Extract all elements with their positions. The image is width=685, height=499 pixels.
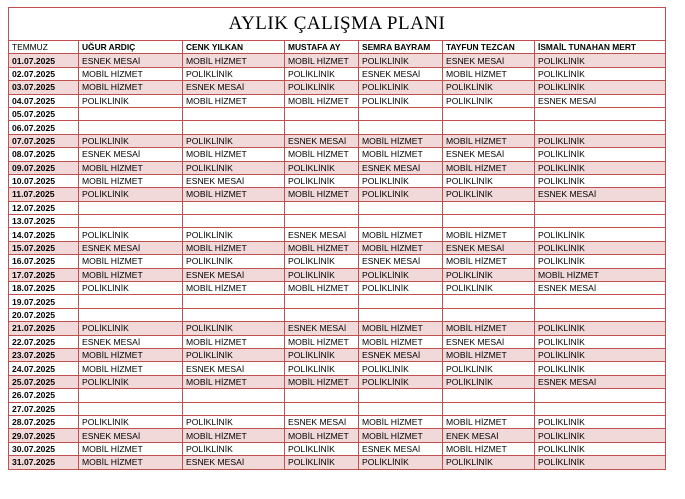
shift-cell: POLİKLİNİK xyxy=(443,362,535,375)
shift-cell: MOBİL HİZMET xyxy=(79,255,183,268)
shift-cell: MOBİL HİZMET xyxy=(443,134,535,147)
person-header: TAYFUN TEZCAN xyxy=(443,41,535,54)
table-row xyxy=(9,268,666,281)
shift-cell: MOBİL HİZMET xyxy=(285,375,359,388)
shift-cell: POLİKLİNİK xyxy=(535,415,666,428)
shift-cell xyxy=(443,389,535,402)
date-cell: 08.07.2025 xyxy=(9,148,79,161)
date-cell: 25.07.2025 xyxy=(9,375,79,388)
shift-cell: ESNEK MESAİ xyxy=(183,456,285,469)
shift-cell: ESNEK MESAİ xyxy=(443,54,535,67)
table-row xyxy=(9,295,666,308)
shift-cell: POLİKLİNİK xyxy=(359,174,443,187)
shift-cell xyxy=(359,308,443,321)
shift-cell: POLİKLİNİK xyxy=(285,174,359,187)
date-cell: 28.07.2025 xyxy=(9,415,79,428)
shift-cell xyxy=(443,295,535,308)
shift-cell: ESNEK MESAİ xyxy=(183,81,285,94)
shift-cell: MOBİL HİZMET xyxy=(535,268,666,281)
date-cell: 01.07.2025 xyxy=(9,54,79,67)
table-row xyxy=(9,67,666,80)
date-cell: 30.07.2025 xyxy=(9,442,79,455)
shift-cell: POLİKLİNİK xyxy=(359,94,443,107)
shift-cell: ESNEK MESAİ xyxy=(79,335,183,348)
shift-cell: MOBİL HİZMET xyxy=(183,429,285,442)
shift-cell: POLİKLİNİK xyxy=(359,456,443,469)
shift-cell: POLİKLİNİK xyxy=(79,94,183,107)
shift-cell xyxy=(79,121,183,134)
shift-cell: MOBİL HİZMET xyxy=(285,94,359,107)
shift-cell: ESNEK MESAİ xyxy=(285,228,359,241)
shift-cell xyxy=(535,121,666,134)
shift-cell: ESNEK MESAİ xyxy=(535,188,666,201)
schedule-body xyxy=(9,54,666,469)
shift-cell xyxy=(79,295,183,308)
table-row xyxy=(9,215,666,228)
shift-cell xyxy=(443,215,535,228)
shift-cell: POLİKLİNİK xyxy=(183,415,285,428)
shift-cell: POLİKLİNİK xyxy=(535,67,666,80)
shift-cell: POLİKLİNİK xyxy=(359,282,443,295)
shift-cell xyxy=(285,121,359,134)
table-row xyxy=(9,148,666,161)
date-cell: 14.07.2025 xyxy=(9,228,79,241)
shift-cell xyxy=(183,201,285,214)
date-cell: 07.07.2025 xyxy=(9,134,79,147)
shift-cell: MOBİL HİZMET xyxy=(443,442,535,455)
shift-cell: POLİKLİNİK xyxy=(535,174,666,187)
shift-cell: POLİKLİNİK xyxy=(535,241,666,254)
shift-cell xyxy=(443,107,535,120)
shift-cell xyxy=(359,389,443,402)
shift-cell: MOBİL HİZMET xyxy=(359,322,443,335)
schedule-table xyxy=(8,7,666,470)
date-cell: 04.07.2025 xyxy=(9,94,79,107)
table-row xyxy=(9,228,666,241)
shift-cell: MOBİL HİZMET xyxy=(285,282,359,295)
shift-cell: POLİKLİNİK xyxy=(535,81,666,94)
shift-cell: ESNEK MESAİ xyxy=(359,255,443,268)
shift-cell: ESNEK MESAİ xyxy=(79,429,183,442)
shift-cell xyxy=(285,215,359,228)
shift-cell: POLİKLİNİK xyxy=(535,429,666,442)
shift-cell: POLİKLİNİK xyxy=(443,188,535,201)
shift-cell xyxy=(535,389,666,402)
shift-cell: MOBİL HİZMET xyxy=(359,228,443,241)
table-row xyxy=(9,161,666,174)
shift-cell: MOBİL HİZMET xyxy=(79,81,183,94)
month-header: TEMMUZ xyxy=(9,41,79,54)
shift-cell xyxy=(79,107,183,120)
shift-cell xyxy=(535,215,666,228)
shift-cell: POLİKLİNİK xyxy=(183,228,285,241)
date-cell: 02.07.2025 xyxy=(9,67,79,80)
table-row xyxy=(9,348,666,361)
date-cell: 19.07.2025 xyxy=(9,295,79,308)
shift-cell xyxy=(183,389,285,402)
shift-cell xyxy=(183,295,285,308)
date-cell: 24.07.2025 xyxy=(9,362,79,375)
shift-cell xyxy=(443,121,535,134)
table-row xyxy=(9,81,666,94)
shift-cell xyxy=(285,402,359,415)
shift-cell: POLİKLİNİK xyxy=(359,81,443,94)
shift-cell: MOBİL HİZMET xyxy=(79,348,183,361)
person-header: MUSTAFA AY xyxy=(285,41,359,54)
shift-cell xyxy=(359,295,443,308)
shift-cell xyxy=(285,201,359,214)
table-row xyxy=(9,282,666,295)
shift-cell: POLİKLİNİK xyxy=(79,322,183,335)
shift-cell: MOBİL HİZMET xyxy=(443,255,535,268)
shift-cell: MOBİL HİZMET xyxy=(359,134,443,147)
shift-cell: POLİKLİNİK xyxy=(285,67,359,80)
shift-cell: POLİKLİNİK xyxy=(183,161,285,174)
shift-cell: POLİKLİNİK xyxy=(359,188,443,201)
shift-cell: POLİKLİNİK xyxy=(285,348,359,361)
person-header: CENK YILKAN xyxy=(183,41,285,54)
shift-cell: MOBİL HİZMET xyxy=(79,161,183,174)
table-row xyxy=(9,121,666,134)
shift-cell: MOBİL HİZMET xyxy=(285,335,359,348)
table-row xyxy=(9,375,666,388)
header-row xyxy=(9,41,666,54)
table-row xyxy=(9,415,666,428)
shift-cell: POLİKLİNİK xyxy=(359,268,443,281)
shift-cell: POLİKLİNİK xyxy=(443,282,535,295)
shift-cell: ESNEK MESAİ xyxy=(535,282,666,295)
date-cell: 20.07.2025 xyxy=(9,308,79,321)
shift-cell: POLİKLİNİK xyxy=(535,362,666,375)
shift-cell: POLİKLİNİK xyxy=(359,375,443,388)
shift-cell: MOBİL HİZMET xyxy=(79,362,183,375)
shift-cell: MOBİL HİZMET xyxy=(183,148,285,161)
date-cell: 05.07.2025 xyxy=(9,107,79,120)
shift-cell: POLİKLİNİK xyxy=(535,228,666,241)
table-row xyxy=(9,322,666,335)
shift-cell xyxy=(535,308,666,321)
shift-cell: MOBİL HİZMET xyxy=(443,348,535,361)
page-title: AYLIK ÇALIŞMA PLANI xyxy=(9,8,666,41)
table-row xyxy=(9,188,666,201)
shift-cell: POLİKLİNİK xyxy=(183,322,285,335)
shift-cell: MOBİL HİZMET xyxy=(79,456,183,469)
shift-cell xyxy=(183,308,285,321)
shift-cell: MOBİL HİZMET xyxy=(183,335,285,348)
shift-cell xyxy=(443,308,535,321)
shift-cell: POLİKLİNİK xyxy=(183,348,285,361)
shift-cell: ENEK MESAİ xyxy=(443,429,535,442)
shift-cell: MOBİL HİZMET xyxy=(285,429,359,442)
table-row xyxy=(9,442,666,455)
shift-cell: POLİKLİNİK xyxy=(79,415,183,428)
date-cell: 12.07.2025 xyxy=(9,201,79,214)
shift-cell xyxy=(285,308,359,321)
date-cell: 15.07.2025 xyxy=(9,241,79,254)
date-cell: 17.07.2025 xyxy=(9,268,79,281)
date-cell: 18.07.2025 xyxy=(9,282,79,295)
shift-cell: ESNEK MESAİ xyxy=(183,268,285,281)
shift-cell xyxy=(79,402,183,415)
table-row xyxy=(9,174,666,187)
shift-cell: POLİKLİNİK xyxy=(285,362,359,375)
shift-cell: MOBİL HİZMET xyxy=(183,282,285,295)
shift-cell: MOBİL HİZMET xyxy=(183,375,285,388)
table-row xyxy=(9,54,666,67)
shift-cell: MOBİL HİZMET xyxy=(443,161,535,174)
shift-cell: MOBİL HİZMET xyxy=(79,442,183,455)
shift-cell: POLİKLİNİK xyxy=(285,161,359,174)
shift-cell: ESNEK MESAİ xyxy=(359,442,443,455)
shift-cell xyxy=(359,201,443,214)
schedule-sheet xyxy=(8,7,666,470)
shift-cell: POLİKLİNİK xyxy=(183,442,285,455)
shift-cell xyxy=(183,107,285,120)
table-row xyxy=(9,201,666,214)
shift-cell: POLİKLİNİK xyxy=(443,81,535,94)
shift-cell: MOBİL HİZMET xyxy=(79,67,183,80)
shift-cell: POLİKLİNİK xyxy=(79,282,183,295)
shift-cell: POLİKLİNİK xyxy=(285,268,359,281)
person-header: SEMRA BAYRAM xyxy=(359,41,443,54)
shift-cell: MOBİL HİZMET xyxy=(359,148,443,161)
table-row xyxy=(9,429,666,442)
shift-cell: POLİKLİNİK xyxy=(79,375,183,388)
shift-cell: POLİKLİNİK xyxy=(535,348,666,361)
table-row xyxy=(9,402,666,415)
date-cell: 03.07.2025 xyxy=(9,81,79,94)
shift-cell xyxy=(443,201,535,214)
table-row xyxy=(9,241,666,254)
shift-cell: ESNEK MESAİ xyxy=(183,174,285,187)
shift-cell: ESNEK MESAİ xyxy=(285,415,359,428)
shift-cell: ESNEK MESAİ xyxy=(359,161,443,174)
shift-cell: MOBİL HİZMET xyxy=(79,268,183,281)
shift-cell: ESNEK MESAİ xyxy=(443,241,535,254)
shift-cell xyxy=(535,201,666,214)
date-cell: 13.07.2025 xyxy=(9,215,79,228)
shift-cell xyxy=(79,308,183,321)
table-row xyxy=(9,134,666,147)
shift-cell: ESNEK MESAİ xyxy=(359,348,443,361)
shift-cell: POLİKLİNİK xyxy=(359,54,443,67)
shift-cell: POLİKLİNİK xyxy=(79,228,183,241)
shift-cell: MOBİL HİZMET xyxy=(183,94,285,107)
shift-cell xyxy=(183,402,285,415)
shift-cell xyxy=(535,107,666,120)
shift-cell: POLİKLİNİK xyxy=(535,54,666,67)
shift-cell: MOBİL HİZMET xyxy=(359,429,443,442)
shift-cell: POLİKLİNİK xyxy=(443,174,535,187)
shift-cell: POLİKLİNİK xyxy=(183,67,285,80)
date-cell: 23.07.2025 xyxy=(9,348,79,361)
shift-cell: POLİKLİNİK xyxy=(535,148,666,161)
table-row xyxy=(9,335,666,348)
table-row xyxy=(9,362,666,375)
shift-cell xyxy=(359,215,443,228)
table-row xyxy=(9,389,666,402)
shift-cell xyxy=(359,402,443,415)
shift-cell xyxy=(443,402,535,415)
shift-cell: POLİKLİNİK xyxy=(183,255,285,268)
date-cell: 10.07.2025 xyxy=(9,174,79,187)
shift-cell: MOBİL HİZMET xyxy=(359,335,443,348)
date-cell: 27.07.2025 xyxy=(9,402,79,415)
shift-cell: MOBİL HİZMET xyxy=(443,228,535,241)
shift-cell xyxy=(285,107,359,120)
shift-cell: MOBİL HİZMET xyxy=(359,415,443,428)
shift-cell: MOBİL HİZMET xyxy=(183,188,285,201)
shift-cell: ESNEK MESAİ xyxy=(443,148,535,161)
shift-cell: MOBİL HİZMET xyxy=(285,54,359,67)
shift-cell: ESNEK MESAİ xyxy=(285,322,359,335)
shift-cell: ESNEK MESAİ xyxy=(183,362,285,375)
date-cell: 21.07.2025 xyxy=(9,322,79,335)
date-cell: 26.07.2025 xyxy=(9,389,79,402)
shift-cell: POLİKLİNİK xyxy=(79,188,183,201)
shift-cell xyxy=(359,107,443,120)
shift-cell: POLİKLİNİK xyxy=(535,456,666,469)
table-row xyxy=(9,255,666,268)
shift-cell: POLİKLİNİK xyxy=(443,456,535,469)
shift-cell: ESNEK MESAİ xyxy=(535,375,666,388)
shift-cell xyxy=(535,295,666,308)
shift-cell: POLİKLİNİK xyxy=(183,134,285,147)
shift-cell: POLİKLİNİK xyxy=(359,362,443,375)
person-header: UĞUR ARDIÇ xyxy=(79,41,183,54)
shift-cell: POLİKLİNİK xyxy=(535,161,666,174)
shift-cell: MOBİL HİZMET xyxy=(443,415,535,428)
date-cell: 16.07.2025 xyxy=(9,255,79,268)
shift-cell: POLİKLİNİK xyxy=(79,134,183,147)
date-cell: 22.07.2025 xyxy=(9,335,79,348)
shift-cell: MOBİL HİZMET xyxy=(79,174,183,187)
shift-cell: ESNEK MESAİ xyxy=(79,54,183,67)
shift-cell xyxy=(285,389,359,402)
shift-cell xyxy=(359,121,443,134)
date-cell: 29.07.2025 xyxy=(9,429,79,442)
person-header: İSMAİL TUNAHAN MERT xyxy=(535,41,666,54)
shift-cell xyxy=(79,201,183,214)
shift-cell: POLİKLİNİK xyxy=(535,134,666,147)
table-row xyxy=(9,456,666,469)
shift-cell: MOBİL HİZMET xyxy=(183,241,285,254)
shift-cell xyxy=(183,215,285,228)
shift-cell: POLİKLİNİK xyxy=(535,255,666,268)
shift-cell xyxy=(285,295,359,308)
shift-cell: POLİKLİNİK xyxy=(285,456,359,469)
shift-cell xyxy=(183,121,285,134)
shift-cell: ESNEK MESAİ xyxy=(443,335,535,348)
table-row xyxy=(9,94,666,107)
shift-cell: MOBİL HİZMET xyxy=(359,241,443,254)
shift-cell: ESNEK MESAİ xyxy=(535,94,666,107)
date-cell: 06.07.2025 xyxy=(9,121,79,134)
shift-cell: MOBİL HİZMET xyxy=(285,148,359,161)
shift-cell: POLİKLİNİK xyxy=(535,442,666,455)
date-cell: 09.07.2025 xyxy=(9,161,79,174)
shift-cell: MOBİL HİZMET xyxy=(183,54,285,67)
shift-cell: ESNEK MESAİ xyxy=(79,241,183,254)
shift-cell: POLİKLİNİK xyxy=(443,375,535,388)
shift-cell: MOBİL HİZMET xyxy=(285,188,359,201)
shift-cell xyxy=(535,402,666,415)
shift-cell: POLİKLİNİK xyxy=(535,322,666,335)
shift-cell: ESNEK MESAİ xyxy=(359,67,443,80)
shift-cell: MOBİL HİZMET xyxy=(443,67,535,80)
shift-cell: ESNEK MESAİ xyxy=(285,134,359,147)
shift-cell: POLİKLİNİK xyxy=(285,81,359,94)
shift-cell: POLİKLİNİK xyxy=(443,268,535,281)
shift-cell: POLİKLİNİK xyxy=(285,255,359,268)
shift-cell xyxy=(79,215,183,228)
date-cell: 31.07.2025 xyxy=(9,456,79,469)
shift-cell: MOBİL HİZMET xyxy=(285,241,359,254)
shift-cell: POLİKLİNİK xyxy=(285,442,359,455)
table-row xyxy=(9,308,666,321)
date-cell: 11.07.2025 xyxy=(9,188,79,201)
shift-cell: MOBİL HİZMET xyxy=(443,322,535,335)
table-row xyxy=(9,107,666,120)
shift-cell xyxy=(79,389,183,402)
shift-cell: POLİKLİNİK xyxy=(443,94,535,107)
shift-cell: POLİKLİNİK xyxy=(535,335,666,348)
shift-cell: ESNEK MESAİ xyxy=(79,148,183,161)
